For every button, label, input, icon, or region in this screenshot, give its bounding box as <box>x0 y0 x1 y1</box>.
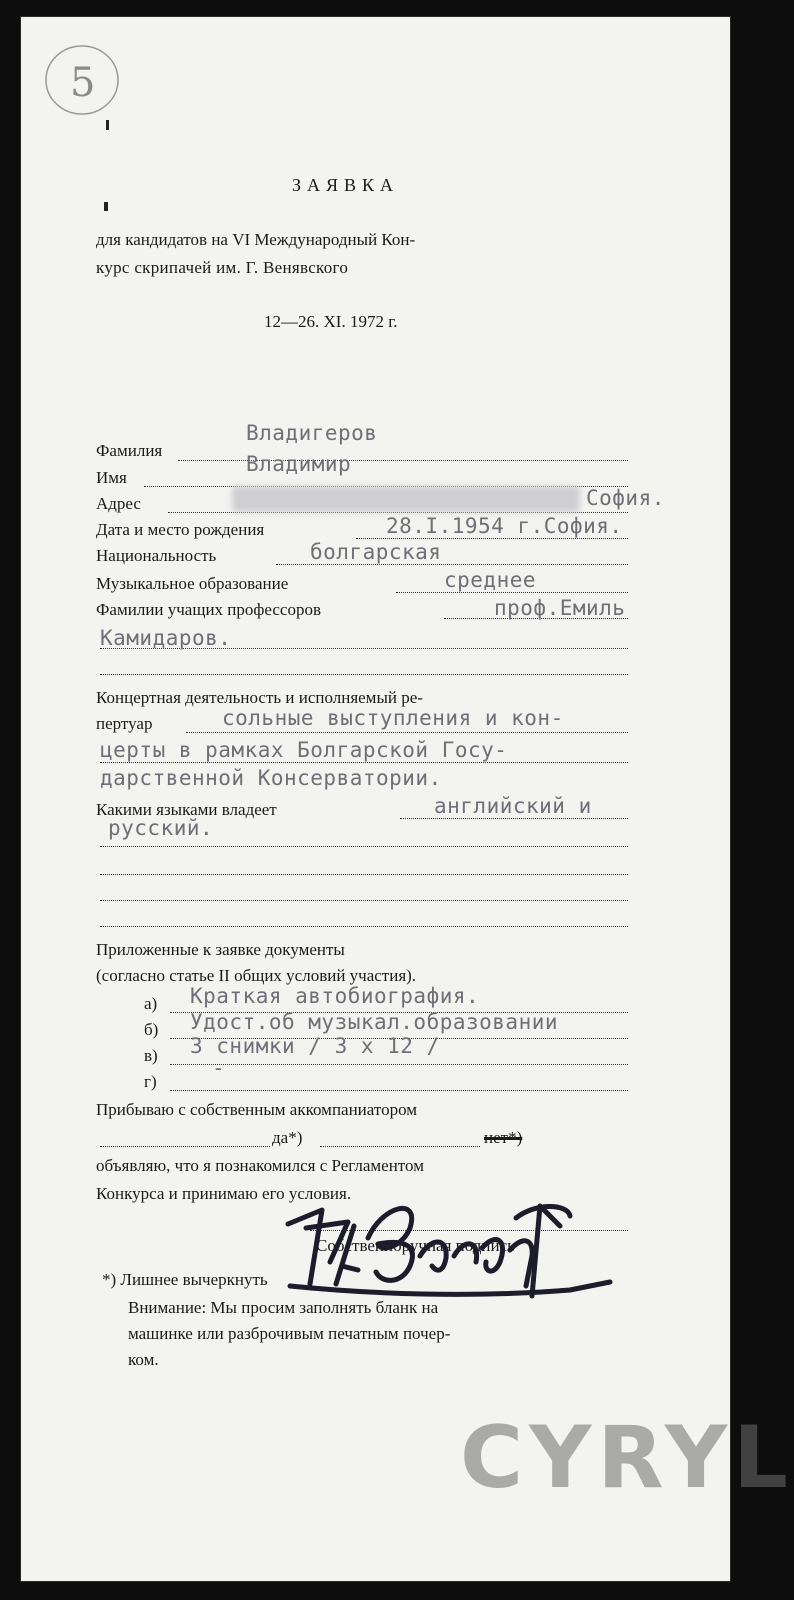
label-name: Имя <box>96 468 127 487</box>
circled-number-mark <box>40 38 124 122</box>
typed-doc-v: 3 снимки / 3 x 12 / <box>190 1034 440 1058</box>
typed-concert-3: дарственной Консерватории. <box>100 766 442 790</box>
label-languages: Какими языками владеет <box>96 800 277 819</box>
typed-concert-1: сольные выступления и кон- <box>222 706 564 730</box>
field-line <box>100 926 628 927</box>
typed-languages-2: русский. <box>108 816 214 840</box>
label-nationality: Национальность <box>96 546 217 565</box>
typed-surname: Владигеров <box>246 421 378 445</box>
field-line <box>100 874 628 875</box>
typed-music-education: среднее <box>444 568 537 592</box>
signature-caption: Собственноручная подпись <box>316 1236 515 1255</box>
field-line <box>356 538 628 539</box>
form-sheet <box>20 16 794 1582</box>
field-line <box>170 1064 628 1065</box>
label-address: Адрес <box>96 494 141 513</box>
label-attached-1: Приложенные к заявке документы <box>96 940 345 959</box>
label-item-g: г) <box>144 1072 157 1091</box>
form-title: ЗАЯВКА <box>292 175 400 195</box>
typed-address-city: София. <box>586 486 665 510</box>
form-subtitle-1: для кандидатов на VI Международный Кон- <box>96 230 416 249</box>
label-item-b: б) <box>144 1020 159 1039</box>
field-line <box>100 846 628 847</box>
typed-nationality: болгарская <box>310 540 442 564</box>
competition-dates: 12—26. XI. 1972 г. <box>264 312 398 331</box>
typed-concert-2: церты в рамках Болгарской Госу- <box>100 738 508 762</box>
field-line <box>320 1146 480 1147</box>
typed-professors-1: проф.Емиль <box>494 596 626 620</box>
typed-birth: 28.I.1954 г.София. <box>386 514 623 538</box>
field-line <box>170 1090 628 1091</box>
field-line <box>400 818 628 819</box>
label-professors: Фамилии учащих профессоров <box>96 600 321 619</box>
field-line <box>396 592 628 593</box>
typed-name: Владимир <box>246 452 352 476</box>
declaration-2: Конкурса и принимаю его условия. <box>96 1184 352 1203</box>
typed-professors-2: Камидаров. <box>100 626 232 650</box>
punch-mark <box>104 202 108 211</box>
field-line <box>100 1146 270 1147</box>
redacted-address <box>232 486 580 512</box>
archive-watermark: CYRYL <box>460 1408 794 1508</box>
label-surname: Фамилия <box>96 441 163 460</box>
label-accompanist: Прибываю с собственным аккомпаниатором <box>96 1100 418 1119</box>
field-line <box>168 512 628 513</box>
field-line <box>100 900 628 901</box>
field-line <box>100 674 628 675</box>
field-line <box>186 732 628 733</box>
label-music-education: Музыкальное образование <box>96 574 289 593</box>
attention-1: Внимание: Мы просим заполнять бланк на <box>128 1298 439 1317</box>
typed-doc-g: - <box>212 1056 226 1080</box>
label-concert-1: Концертная деятельность и исполняемый ре- <box>96 688 423 707</box>
field-line <box>276 564 628 565</box>
label-birth: Дата и место рождения <box>96 520 265 539</box>
footnote: *) Лишнее вычеркнуть <box>102 1270 268 1289</box>
handwritten-signature <box>270 1166 620 1306</box>
declaration-1: объявляю, что я познакомился с Регламентом <box>96 1156 424 1175</box>
attention-2: машинке или разброчивым печатным почер- <box>128 1324 451 1343</box>
label-attached-2: (согласно статье II общих условий участия). <box>96 966 417 985</box>
option-no-struck: нет*) <box>484 1128 523 1147</box>
margin-number: 5 <box>70 60 96 106</box>
attention-3: ком. <box>128 1350 159 1369</box>
typed-languages-1: английский и <box>434 794 592 818</box>
typed-doc-a: Краткая автобиография. <box>190 984 480 1008</box>
option-yes: да*) <box>272 1128 303 1147</box>
form-subtitle-2: курс скрипачей им. Г. Венявского <box>96 258 349 277</box>
typed-doc-b: Удост.об музыкал.образовании <box>190 1010 559 1034</box>
punch-mark <box>106 120 109 130</box>
label-item-v: в) <box>144 1046 158 1065</box>
field-line <box>100 762 628 763</box>
label-concert-2: пертуар <box>96 714 153 733</box>
label-item-a: а) <box>144 994 158 1013</box>
